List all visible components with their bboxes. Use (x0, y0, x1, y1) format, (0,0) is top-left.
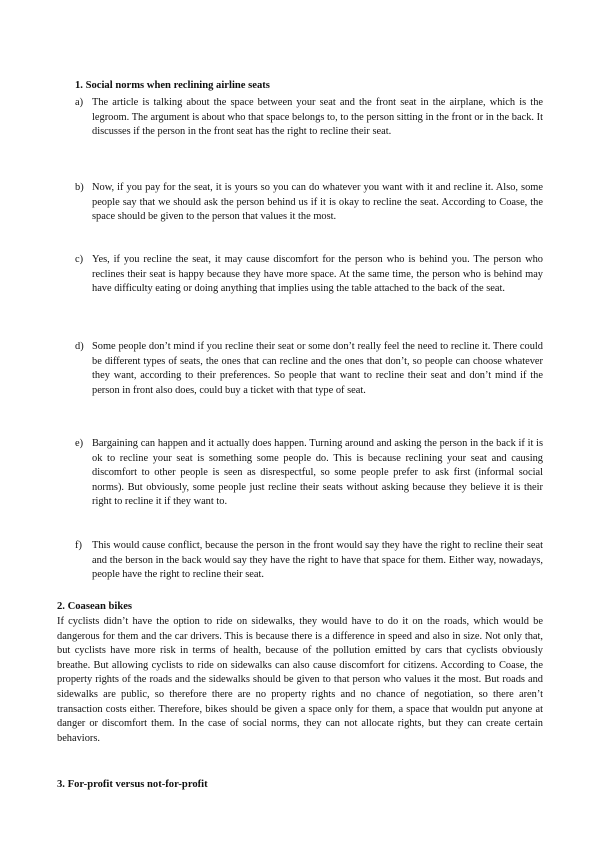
list-item-text: This would cause conflict, because the person in the front would say they have the right to recline their seat and the berson in the back would say they have the right to have that space for them. Either way, nowadays, people have the right to recline their seat. (92, 540, 543, 581)
section-2-paragraph: If cyclists didn’t have the option to ride on sidewalks, they would have to do it on the roads, which would be dangerous for them and the car drivers. This is because there is a difference in speed and also in size. Not only that, but cyclists have more risk in terms of health, because of the pollution emitted by cars that cyclists obviously breathe. But allowing cyclists to ride on sidewalks can also cause discomfort for citizens. According to Coase, the property rights of the roads and the sidewalks should be given to that person who values it the most. But roads and sidewalks are public, so therefore there are no property rights and no chance of negotiation, so there aren’t transaction costs either. Therefore, bikes should be given a space only for them, a space that wouldn put anyone at danger or discomfort them. In the case of social norms, they can not allocate rights, but they can create certain behaviors. (57, 616, 543, 744)
list-item-text: Bargaining can happen and it actually does happen. Turning around and asking the person in the back if it is ok to recline your seat is something some people do. This is because reclining your seat and causing discomfort to other people is seen as disrespectful, so some people prefer to ask first (informal social norms). But obviously, some people just recline their seats without asking because they believe it is their right to recline it if they want to. (92, 438, 543, 508)
list-marker: b) (75, 182, 84, 193)
list-item-text: Some people don’t mind if you recline their seat or some don’t really feel the need to recline it. There could be different types of seats, the ones that can recline and the ones that don’t, so people can choose whatever they want, according to their preferences. So people that want to recline their seat and don’t mind if the person in front also does, could buy a ticket with that type of seat. (92, 341, 543, 396)
list-item-c (75, 253, 543, 297)
section-1-heading: 1. Social norms when reclining airline seats (75, 80, 270, 91)
list-item-text: Yes, if you recline the seat, it may cause discomfort for the person who is behind you. The person who reclines their seat is happy because they have more space. At the same time, the person who is behind may have difficulty eating or doing anything that implies using the table attached to the back of the seat. (92, 254, 543, 295)
list-item-f (75, 539, 543, 583)
list-item-b (75, 181, 543, 225)
section-2-heading: 2. Coasean bikes (57, 601, 133, 612)
list-marker: a) (75, 97, 84, 108)
list-marker: c) (75, 254, 84, 265)
section-3-heading: 3. For-profit versus not-for-profit (57, 779, 208, 790)
list-marker: f) (75, 540, 82, 551)
list-item-d (75, 340, 543, 398)
list-item-text: The article is talking about the space between your seat and the front seat in the airplane, which is the legroom. The argument is about who that space belongs to, to the person sitting in the front or in the back. It discusses if the person in the front seat has the right to recline their seat. (92, 97, 543, 138)
list-item-e (75, 437, 543, 510)
list-item-text: Now, if you pay for the seat, it is yours so you can do whatever you want with it and recline it. Also, some people say that we should ask the person behind us if it is okay to recline the seat. According to Coase, the space should be given to the person that values it the most. (92, 182, 543, 223)
list-item-a (75, 96, 543, 140)
list-marker: d) (75, 341, 84, 352)
list-marker: e) (75, 438, 84, 449)
